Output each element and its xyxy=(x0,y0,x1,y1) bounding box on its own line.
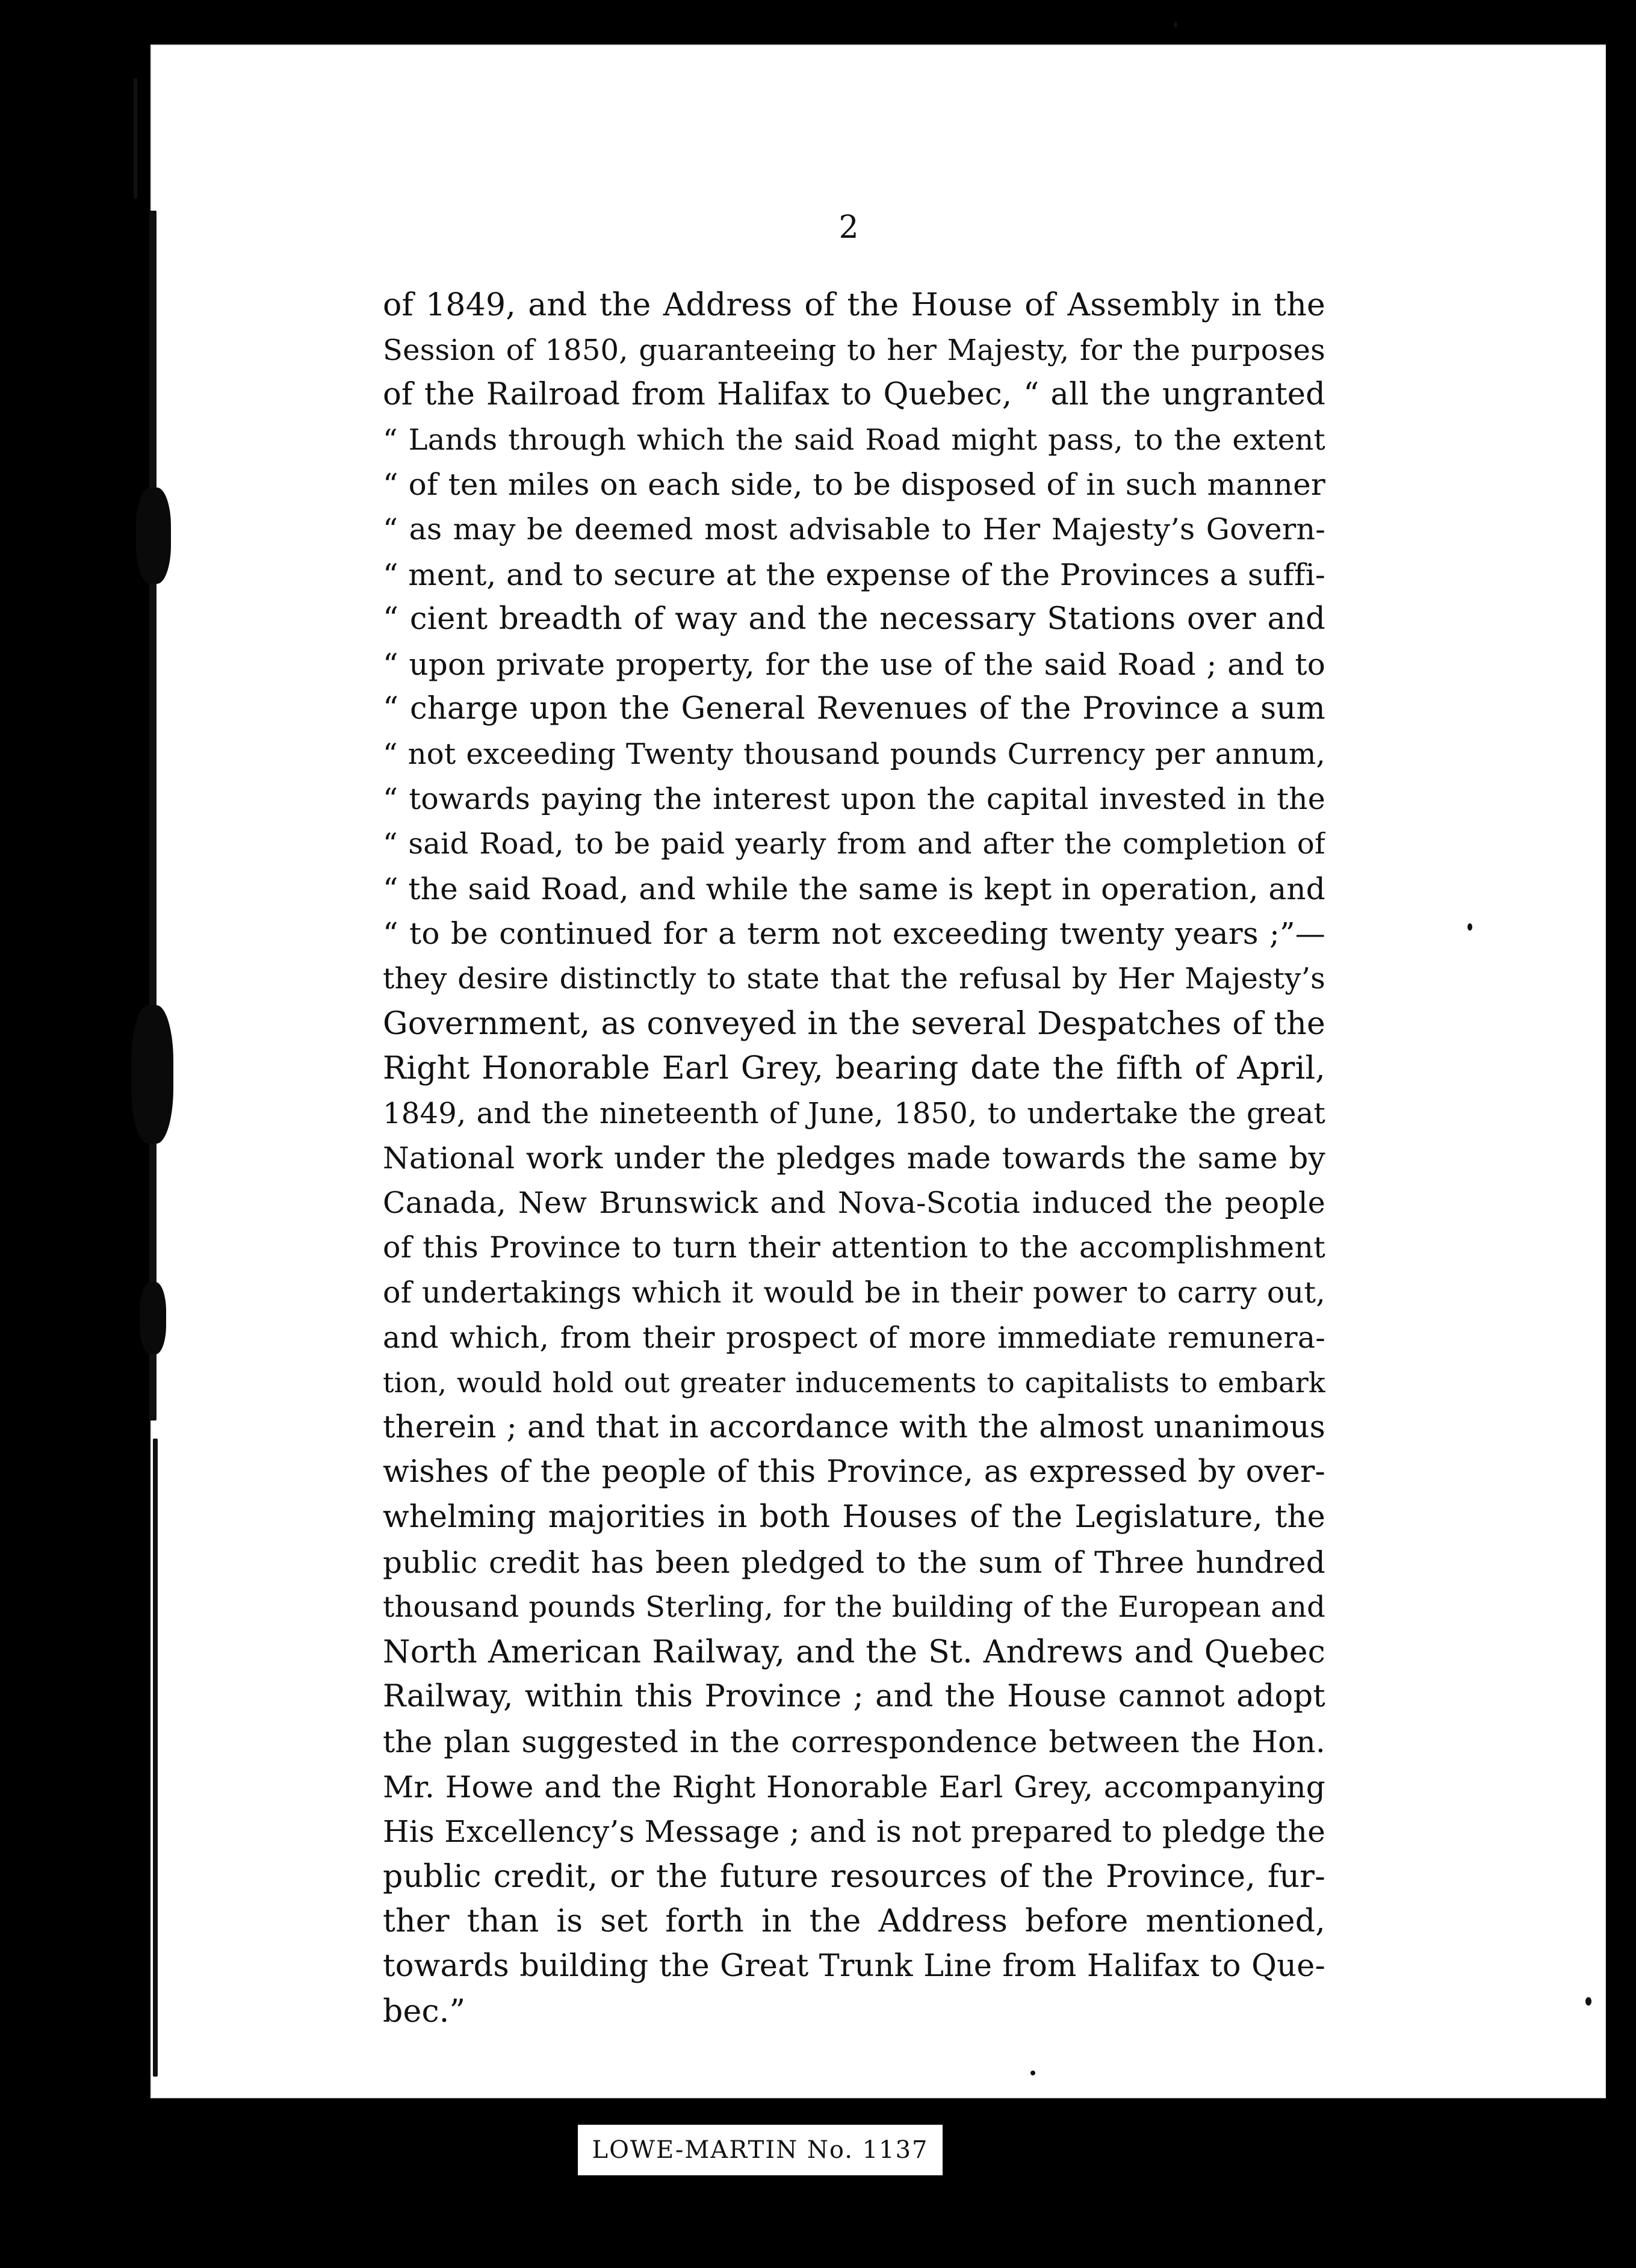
speck-mark xyxy=(1585,1997,1591,2006)
text-line: Canada, New Brunswick and Nova-Scotia induced the people xyxy=(383,1185,1325,1220)
text-line: whelming majorities in both Houses of the Legislature, the xyxy=(383,1499,1325,1535)
text-line: Right Honorable Earl Grey, bearing date the fifth of April, xyxy=(383,1050,1325,1087)
binding-spine-line xyxy=(153,1439,158,2077)
text-line: “ upon private property, for the use of the said Road ; and to xyxy=(383,646,1325,682)
text-line: public credit has been pledged to the sum of Three hundred xyxy=(383,1545,1325,1580)
text-line: of 1849, and the Address of the House of Assembly in the xyxy=(383,287,1325,323)
text-line: “ towards paying the interest upon the capital invested in the xyxy=(383,781,1325,816)
text-line: wishes of the people of this Province, as expressed by over- xyxy=(383,1454,1325,1490)
text-line: National work under the pledges made towards the same by xyxy=(383,1141,1325,1176)
page-number: 2 xyxy=(838,209,859,246)
text-line: and which, from their prospect of more immediate remunera- xyxy=(383,1320,1325,1355)
text-line: His Excellency’s Message ; and is not prepared to pledge the xyxy=(383,1814,1325,1850)
text-line: “ cient breadth of way and the necessary Stations over and xyxy=(383,601,1325,637)
text-line: of the Railroad from Halifax to Quebec, “ all the ungranted xyxy=(383,377,1325,413)
text-line: Mr. Howe and the Right Honorable Earl Grey, accompanying xyxy=(383,1769,1325,1805)
text-line: “ said Road, to be paid yearly from and after the completion of xyxy=(383,827,1325,861)
text-line: Session of 1850, guaranteeing to her Majesty, for the purposes xyxy=(383,333,1325,367)
film-label-box xyxy=(578,2125,943,2175)
text-line: Government, as conveyed in the several Despatches of the xyxy=(383,1005,1325,1042)
speck-mark xyxy=(1030,2071,1035,2075)
film-label: LOWE-MARTIN No. 1137 xyxy=(592,2136,929,2164)
speck-mark xyxy=(1467,923,1472,931)
speck-mark xyxy=(1174,22,1177,28)
text-line: Railway, within this Province ; and the House cannot adopt xyxy=(383,1679,1325,1715)
binding-ink-blot xyxy=(140,1282,166,1354)
text-line: “ the said Road, and while the same is kept in operation, and xyxy=(383,871,1325,906)
text-line: of undertakings which it would be in their power to carry out, xyxy=(383,1275,1325,1310)
text-line: therein ; and that in accordance with the almost unanimous xyxy=(383,1409,1325,1445)
text-line: towards building the Great Trunk Line from Halifax to Que- xyxy=(383,1948,1325,1984)
text-line: they desire distinctly to state that the refusal by Her Majesty’s xyxy=(383,961,1325,996)
binding-spine-line xyxy=(149,211,156,1421)
text-line: thousand pounds Sterling, for the building of the European and xyxy=(383,1590,1325,1625)
binding-ink-blot xyxy=(131,1005,173,1144)
text-line: the plan suggested in the correspondence between the Hon. xyxy=(383,1724,1325,1759)
text-line: “ of ten miles on each side, to be disposed of in such manner xyxy=(383,467,1325,503)
text-line: “ to be continued for a term not exceeding twenty years ;”— xyxy=(383,916,1325,952)
text-line: “ charge upon the General Revenues of the Province a sum xyxy=(383,691,1325,727)
text-line: bec.” xyxy=(383,1993,466,2030)
text-line: “ Lands through which the said Road might pass, to the extent xyxy=(383,423,1325,457)
text-line: of this Province to turn their attention to the accomplishment xyxy=(383,1230,1325,1265)
binding-ink-blot xyxy=(136,488,171,584)
text-line: North American Railway, and the St. Andrews and Quebec xyxy=(383,1634,1325,1670)
text-line: “ ment, and to secure at the expense of the Provinces a suffi- xyxy=(383,557,1325,592)
text-line: public credit, or the future resources of the Province, fur- xyxy=(383,1858,1325,1895)
binding-mark xyxy=(134,78,137,199)
text-line: 1849, and the nineteenth of June, 1850, to undertake the great xyxy=(383,1096,1325,1130)
page-binding-edge xyxy=(131,66,176,2098)
body-text xyxy=(383,283,1325,2034)
text-line: “ as may be deemed most advisable to Her Majesty’s Govern- xyxy=(383,512,1325,547)
text-line: tion, would hold out greater inducements to capitalists to embark xyxy=(383,1366,1325,1399)
text-line: “ not exceeding Twenty thousand pounds Currency per annum, xyxy=(383,737,1325,771)
text-line: ther than is set forth in the Address before mentioned, xyxy=(383,1903,1325,1940)
